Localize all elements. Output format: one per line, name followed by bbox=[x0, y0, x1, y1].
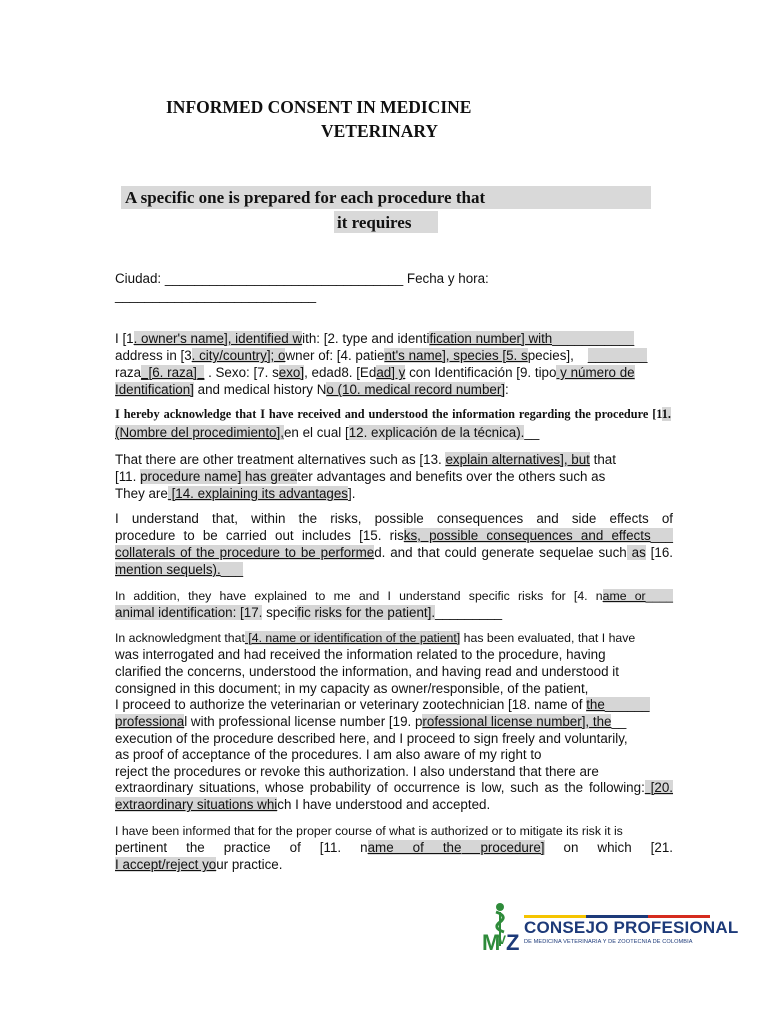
p6-line-5 bbox=[115, 697, 650, 713]
p1-line-1 bbox=[115, 331, 634, 347]
placeholder-name-of-the: ame of the bbox=[367, 840, 462, 855]
placeholder-for-patient: for the patient]. bbox=[342, 605, 436, 620]
placeholder-edad: ad] y bbox=[376, 365, 406, 380]
placeholder-extraordinary: [20. bbox=[644, 780, 674, 795]
text: In addition, they have explained to me and I understand specific risks for [4. n bbox=[115, 589, 603, 603]
text: speci bbox=[262, 605, 298, 620]
text: procedure to be carried out includes [15. ris bbox=[115, 528, 404, 543]
text: ter advantages and benefits over the others such as bbox=[297, 469, 606, 484]
date-underline: ___________________________ bbox=[115, 288, 317, 303]
p7-line-2 bbox=[115, 840, 673, 856]
city-date-label: Ciudad: ________________________________ Fecha y hora: bbox=[115, 271, 489, 286]
logo-emblem-icon bbox=[482, 903, 519, 954]
text: d. and that could generate sequelae such bbox=[374, 545, 627, 560]
placeholder-alternatives: explain alternatives], but bbox=[445, 452, 590, 467]
placeholder-professional-name: the bbox=[586, 697, 605, 712]
text: l with professional license number [19. p bbox=[184, 714, 423, 729]
placeholder-procedure: 1. bbox=[661, 407, 672, 421]
p4-line-4 bbox=[115, 562, 243, 578]
city-date-line bbox=[115, 271, 489, 287]
logo-subtitle: DE MEDICINA VETERINARIA Y DE ZOOTECNIA DE COLOMBIA bbox=[524, 939, 693, 945]
p4-line-3 bbox=[115, 545, 673, 561]
placeholder-advantages: [14. explaining its advantages bbox=[167, 486, 348, 501]
p2-line-1 bbox=[115, 406, 671, 422]
placeholder-animal-id: animal identification: [17. bbox=[115, 605, 263, 620]
blank: ___ bbox=[650, 528, 673, 543]
text: , edad8. [Ed bbox=[304, 365, 377, 380]
logo-name: CONSEJO PROFESIONAL bbox=[524, 918, 739, 937]
placeholder-identification: Identification] bbox=[115, 382, 194, 397]
placeholder-city-country: . city/country]; o bbox=[191, 348, 286, 363]
p6-line-2: was interrogated and had received the information related to the procedure, having bbox=[115, 647, 606, 662]
text: raza bbox=[115, 365, 142, 380]
p6-line-11 bbox=[115, 797, 490, 813]
blank: ___________ bbox=[552, 331, 635, 346]
text: [16. bbox=[645, 545, 673, 560]
text: en el cual [ bbox=[283, 425, 349, 440]
text: That there are other treatment alternatives such as [13. bbox=[115, 452, 446, 467]
blank: ____ bbox=[645, 589, 673, 603]
placeholder-license-number: rofessional license number], the bbox=[422, 714, 612, 729]
p6-line-7: execution of the procedure described here, and I proceed to sign freely and voluntarily, bbox=[115, 731, 628, 746]
p3-line-1 bbox=[115, 452, 616, 468]
text: ]. bbox=[348, 486, 356, 501]
placeholder-sequels: mention sequels). bbox=[115, 562, 221, 577]
svg-text:V: V bbox=[498, 933, 507, 947]
text: [11. bbox=[115, 469, 141, 484]
text: ith: [2. type and identi bbox=[302, 331, 430, 346]
placeholder-collaterals: collaterals of the procedure to be performe bbox=[115, 545, 375, 560]
text: that bbox=[589, 452, 616, 467]
p6-line-4: consigned in this document; in my capacity as owner/responsible, of the patient, bbox=[115, 681, 589, 696]
blank: ___ bbox=[220, 562, 244, 577]
text: con Identificación [9. tipo bbox=[405, 365, 557, 380]
text: wner of: [4. patie bbox=[285, 348, 385, 363]
placeholder-animal-name: ame or bbox=[602, 589, 646, 603]
text: as bbox=[626, 545, 646, 560]
p1-line-4 bbox=[115, 382, 509, 398]
text: n which [21. bbox=[570, 840, 674, 855]
placeholder-technique: 12. explicación de la técnica). bbox=[348, 425, 525, 440]
placeholder-id-type: y número de bbox=[556, 365, 635, 380]
blank: _________ bbox=[435, 605, 503, 620]
placeholder-patient-name: nt's name], species [5. s bbox=[384, 348, 528, 363]
text: __ bbox=[524, 425, 540, 440]
text: pertinent the practice of [11. n bbox=[115, 840, 368, 855]
placeholder-sexo: exo] bbox=[278, 365, 305, 380]
p3-line-3 bbox=[115, 486, 355, 502]
text: I proceed to authorize the veterinarian or veterinary zootechnician [18. name of bbox=[115, 697, 587, 712]
subtitle-line-2: it requires bbox=[337, 213, 412, 232]
svg-text:Z: Z bbox=[506, 930, 520, 954]
placeholder-procedure-name: procedure name] has grea bbox=[140, 469, 298, 484]
svg-text:M: M bbox=[482, 930, 501, 954]
text: has been evaluated, that I have bbox=[460, 631, 636, 645]
p7-line-3 bbox=[115, 857, 282, 873]
text: ur practice. bbox=[216, 857, 283, 872]
p4-line-1: I understand that, within the risks, possible consequences and side effects of bbox=[115, 511, 673, 526]
blank: ________ bbox=[587, 348, 648, 363]
subtitle-line-1: A specific one is prepared for each procedure that bbox=[125, 188, 486, 207]
text: extraordinary situations, whose probability of occurrence is low, such as the following: bbox=[115, 780, 645, 795]
blank: __ bbox=[611, 714, 627, 729]
placeholder-specific-risks: fic risks bbox=[297, 605, 343, 620]
text: I hereby acknowledge that I have received and understood the information regarding the procedure bbox=[115, 407, 649, 421]
p1-line-2 bbox=[115, 348, 647, 364]
text: ch I have understood and accepted. bbox=[277, 797, 491, 812]
placeholder-id-number: fication number] with bbox=[429, 331, 553, 346]
title-line-1: INFORMED CONSENT IN MEDICINE bbox=[166, 97, 472, 117]
placeholder-extraordinary-situations: extraordinary situations whi bbox=[115, 797, 278, 812]
text: pecies], bbox=[527, 348, 574, 363]
text: : bbox=[505, 382, 509, 397]
placeholder-raza: _[6. raza]_ bbox=[141, 365, 205, 380]
text: and medical history N bbox=[193, 382, 327, 397]
p6-line-9: reject the procedures or revoke this authorization. I also understand that there are bbox=[115, 764, 599, 779]
p1-line-3 bbox=[115, 365, 635, 381]
logo-title bbox=[524, 918, 738, 938]
placeholder-accept-reject: I accept/reject yo bbox=[115, 857, 217, 872]
p6-line-1 bbox=[115, 630, 635, 646]
placeholder-professional: professiona bbox=[115, 714, 185, 729]
placeholder-procedure-name: (Nombre del procedimiento], bbox=[115, 425, 284, 440]
text: address in [3 bbox=[115, 348, 192, 363]
p4-line-2 bbox=[115, 528, 673, 544]
placeholder-owner-name: . owner's name], identified w bbox=[133, 331, 303, 346]
text: I [1 bbox=[115, 331, 134, 346]
p2-line-2 bbox=[115, 425, 539, 441]
placeholder-risks: ks, possible consequences and effects bbox=[403, 528, 651, 543]
p6-line-6 bbox=[115, 714, 626, 730]
text: o bbox=[544, 840, 571, 855]
city-date-underline bbox=[115, 288, 316, 304]
p6-line-10 bbox=[115, 780, 673, 796]
placeholder-record-number: o (10. medical record number] bbox=[326, 382, 506, 397]
placeholder-patient-id: [4. name or identification of the patient] bbox=[244, 631, 461, 645]
p3-line-2 bbox=[115, 469, 605, 485]
title-line-2: VETERINARY bbox=[321, 121, 439, 141]
text: They are bbox=[115, 486, 168, 501]
text: [1 bbox=[648, 407, 662, 421]
placeholder-procedure: procedure] bbox=[461, 840, 545, 855]
text: In acknowledgment that bbox=[115, 631, 245, 645]
p6-line-3: clarified the concerns, understood the information, and having read and understood it bbox=[115, 664, 619, 679]
text: . Sexo: [7. s bbox=[204, 365, 279, 380]
p5-line-1 bbox=[115, 588, 673, 604]
blank: ______ bbox=[604, 697, 650, 712]
p5-line-2 bbox=[115, 605, 502, 621]
p6-line-8: as proof of acceptance of the procedures. I am also aware of my right to bbox=[115, 747, 542, 762]
p7-line-1: I have been informed that for the proper course of what is authorized or to mitigate its risk it is bbox=[115, 824, 623, 838]
